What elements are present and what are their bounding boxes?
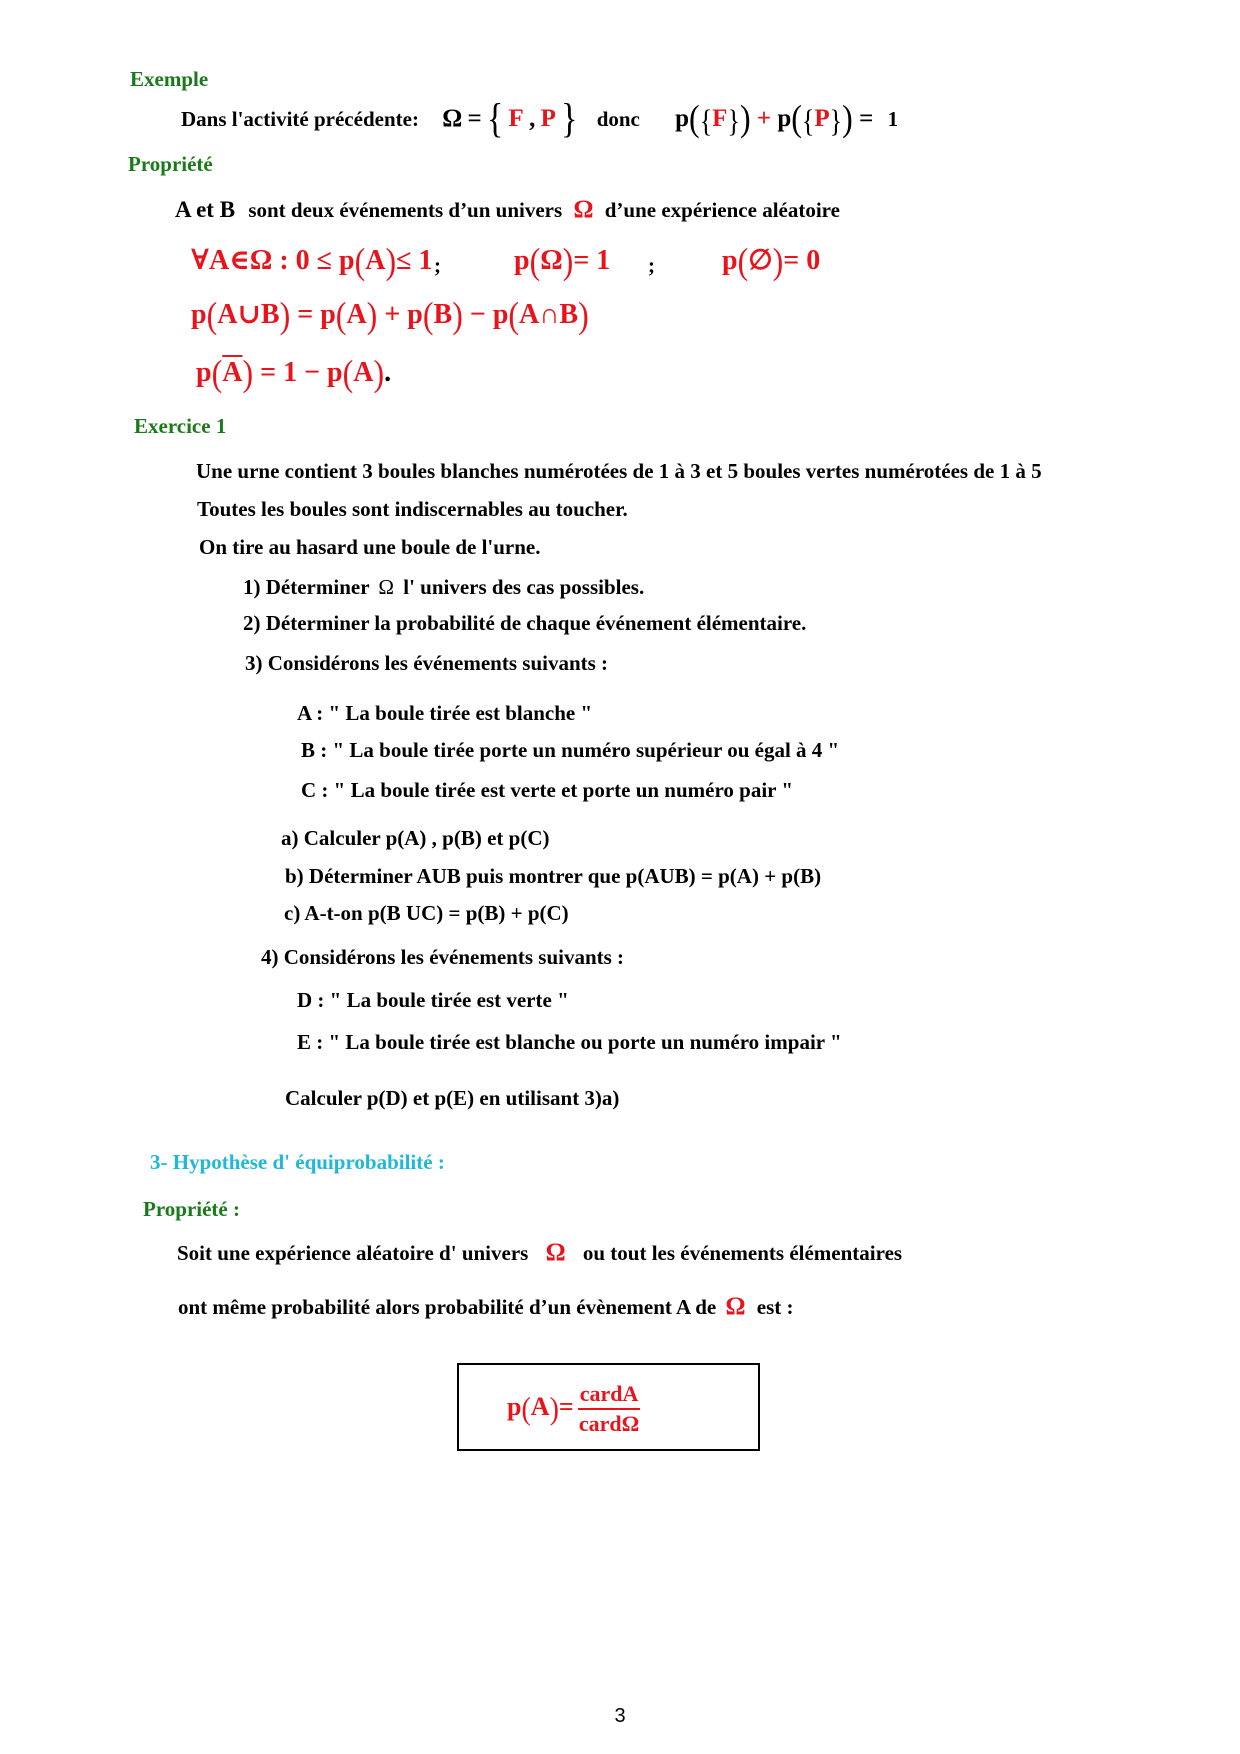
propriete-title: Propriété [128,152,213,176]
formula-p-empty: p(∅)= 0 [722,240,821,282]
event-B: B : " La boule tirée porte un numéro supérieur ou égal à 4 " [301,738,840,762]
formula-bounds: ∀A∈Ω : 0 ≤ p(A)≤ 1 [191,240,433,282]
question-2: 2) Déterminer la probabilité de chaque événement élémentaire. [243,611,807,635]
question-3c: c) A-t-on p(B UC) = p(B) + p(C) [284,901,569,925]
exercice-title: Exercice 1 [134,414,227,438]
equiprobability-formula-box [457,1363,760,1451]
event-E: E : " La boule tirée est blanche ou porte un numéro impair " [297,1030,842,1054]
formula-complement: $p(\overline{A}) = 1 - p(A)$. [196,352,392,394]
exemple-line: Dans l'activité précédente: Ω = { F , P } donc p({F}) + p({P}) = 1 [181,97,899,142]
event-A: A : " La boule tirée est blanche " [297,701,593,725]
exercice-line-1: Une urne contient 3 boules blanches numérotées de 1 à 3 et 5 boules vertes numérotées de 1 à 5 [196,459,1042,483]
omega-symbol: Ω [442,105,463,132]
propriete-2-line-2: ont même probabilité alors probabilité d’un évènement A de Ω est : [178,1293,794,1320]
formula-union: p(A∪B) = p(A) + p(B) − p(A∩B) [191,294,589,336]
omega-symbol: Ω [378,575,394,599]
event-C: C : " La boule tirée est verte et porte un numéro pair " [301,778,794,802]
equiprobability-formula: p(A)= $\frac{\text{cardA}}{\text{cardΩ}}$ [507,1381,640,1437]
exercice-line-3: On tire au hasard une boule de l'urne. [199,535,541,559]
question-3a: a) Calculer p(A) , p(B) et p(C) [281,826,550,850]
exemple-title: Exemple [130,67,209,91]
propriete-statement: A et B sont deux événements d’un univers Ω d’une expérience aléatoire [175,196,840,223]
question-1: 1) Déterminer Ω l' univers des cas possibles. [243,575,645,599]
omega-symbol: Ω [725,1293,746,1320]
omega-symbol: Ω [545,1239,566,1266]
propriete-2-line-1: Soit une expérience aléatoire d' univers Ω ou tout les événements élémentaires [177,1239,903,1266]
exemple-text: Dans l'activité précédente: [181,107,419,131]
separator-1: ; [434,253,441,277]
propriete-2-title: Propriété : [143,1197,240,1221]
sum-formula: p({F}) + p({P}) = 1 [675,97,899,139]
fraction [578,1381,641,1437]
formula-p-omega: p(Ω)= 1 [514,240,611,282]
page-number: 3 [614,1705,626,1727]
final-question: Calculer p(D) et p(E) en utilisant 3)a) [285,1086,620,1110]
section-3-title: 3- Hypothèse d' équiprobabilité : [150,1150,445,1174]
separator-2: ; [648,253,655,277]
numerator: cardA [578,1381,641,1410]
donc-word: donc [596,107,640,131]
exercice-line-2: Toutes les boules sont indiscernables au toucher. [197,497,628,521]
outcome-P: P [540,105,556,132]
outcome-F: F [508,105,524,132]
question-4: 4) Considérons les événements suivants : [261,945,625,969]
question-3: 3) Considérons les événements suivants : [245,651,609,675]
event-D: D : " La boule tirée est verte " [297,988,569,1012]
denominator: cardΩ [578,1411,640,1437]
question-3b: b) Déterminer AUB puis montrer que p(AUB) = p(A) + p(B) [285,864,822,888]
